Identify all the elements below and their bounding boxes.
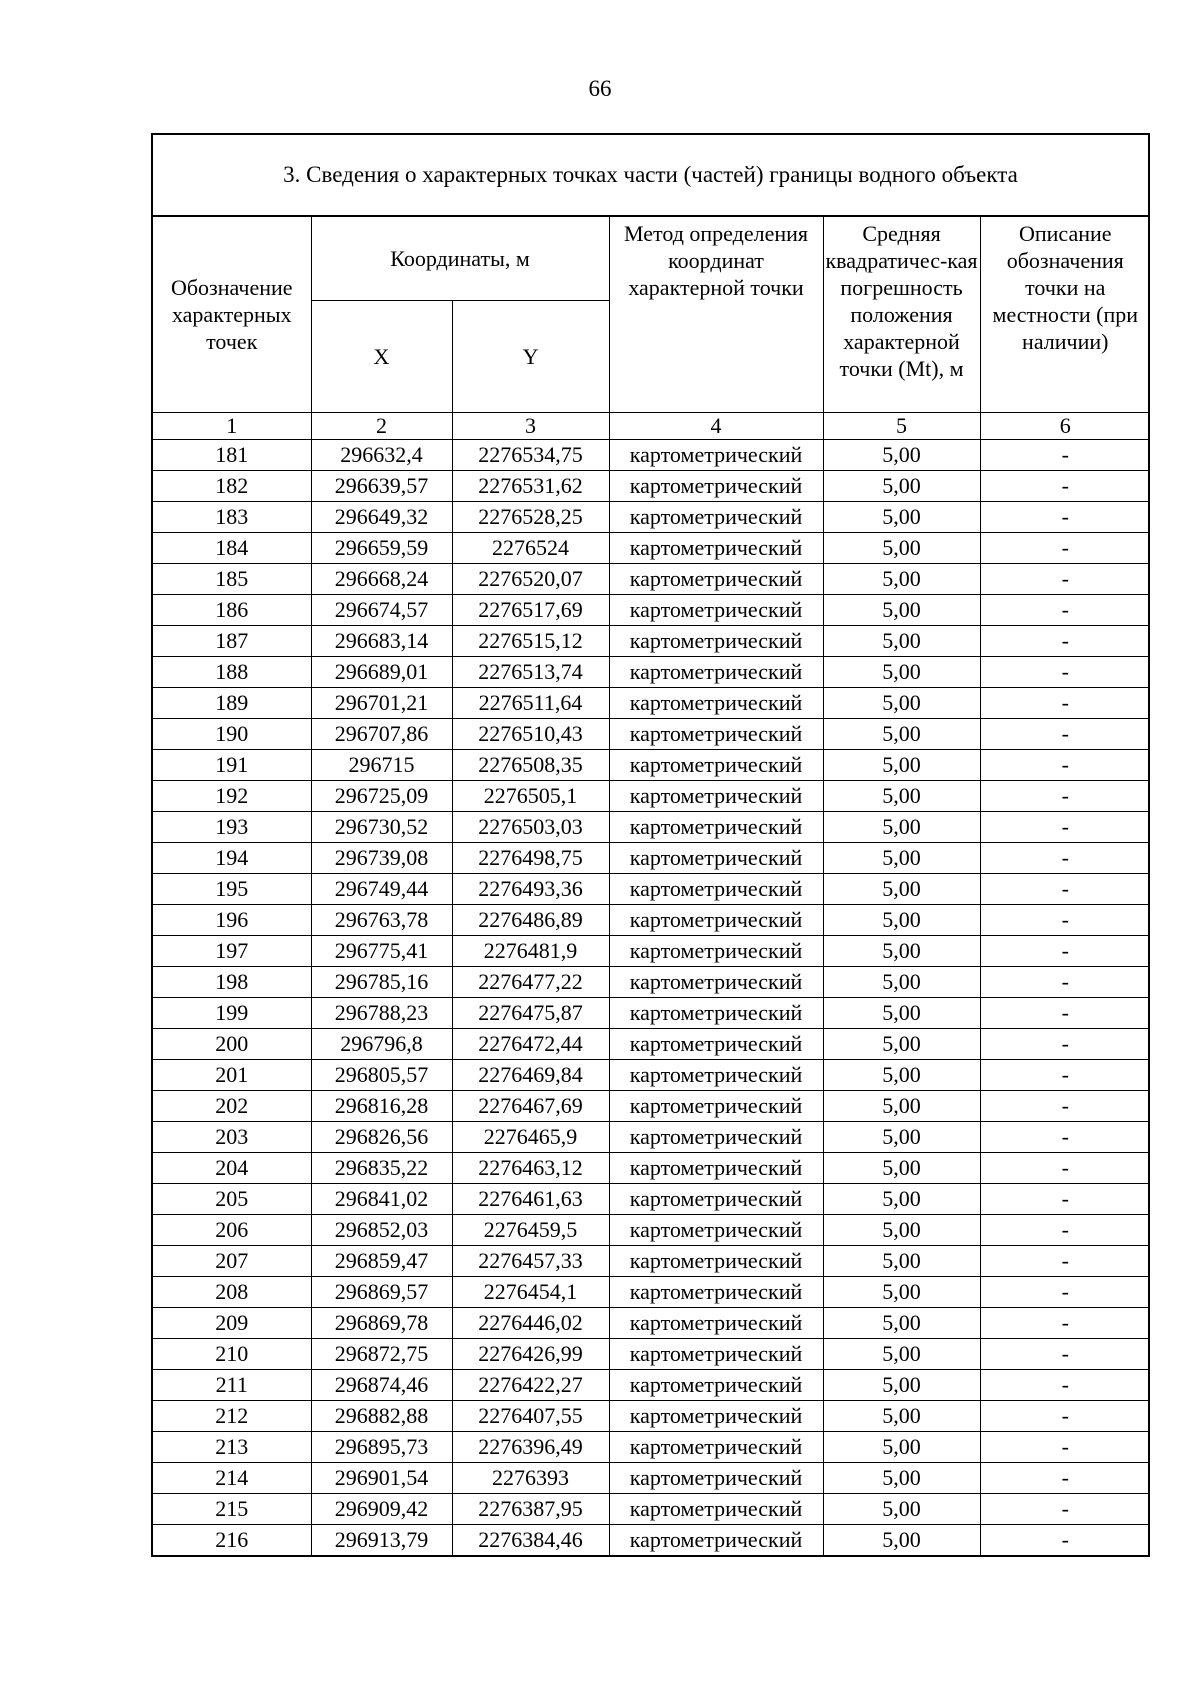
column-number: 2: [311, 412, 452, 439]
column-number: 5: [823, 412, 980, 439]
y-coordinate-cell: 2276515,12: [452, 625, 609, 656]
description-cell: -: [980, 1059, 1150, 1090]
description-cell: -: [980, 749, 1150, 780]
header-error: Средняя квадратичес-кая погрешность положения характерной точки (Mt), м: [823, 217, 980, 412]
y-coordinate-cell: 2276493,36: [452, 873, 609, 904]
method-cell: картометрический: [609, 1338, 823, 1369]
description-cell: -: [980, 873, 1150, 904]
point-id-cell: 194: [153, 842, 311, 873]
method-cell: картометрический: [609, 1307, 823, 1338]
column-number-row: [153, 412, 1150, 439]
method-cell: картометрический: [609, 594, 823, 625]
method-cell: картометрический: [609, 1121, 823, 1152]
point-id-cell: 202: [153, 1090, 311, 1121]
description-cell: -: [980, 1276, 1150, 1307]
y-coordinate-cell: 2276528,25: [452, 501, 609, 532]
y-coordinate-cell: 2276396,49: [452, 1431, 609, 1462]
method-cell: картометрический: [609, 1059, 823, 1090]
x-coordinate-cell: 296901,54: [311, 1462, 452, 1493]
error-cell: 5,00: [823, 1121, 980, 1152]
error-cell: 5,00: [823, 1028, 980, 1059]
x-coordinate-cell: 296869,57: [311, 1276, 452, 1307]
error-cell: 5,00: [823, 811, 980, 842]
y-coordinate-cell: 2276531,62: [452, 470, 609, 501]
description-cell: -: [980, 1028, 1150, 1059]
description-cell: -: [980, 1462, 1150, 1493]
description-cell: -: [980, 904, 1150, 935]
table-row: [153, 1245, 1150, 1276]
table-row: [153, 997, 1150, 1028]
point-id-cell: 184: [153, 532, 311, 563]
point-id-cell: 211: [153, 1369, 311, 1400]
point-id-cell: 212: [153, 1400, 311, 1431]
method-cell: картометрический: [609, 1214, 823, 1245]
point-id-cell: 188: [153, 656, 311, 687]
y-coordinate-cell: 2276454,1: [452, 1276, 609, 1307]
table-row: [153, 656, 1150, 687]
header-point: Обозначение характерных точек: [153, 217, 311, 412]
point-id-cell: 196: [153, 904, 311, 935]
error-cell: 5,00: [823, 780, 980, 811]
x-coordinate-cell: 296639,57: [311, 470, 452, 501]
table-row: [153, 1493, 1150, 1524]
table-row: [153, 501, 1150, 532]
y-coordinate-cell: 2276486,89: [452, 904, 609, 935]
point-id-cell: 209: [153, 1307, 311, 1338]
x-coordinate-cell: 296788,23: [311, 997, 452, 1028]
point-id-cell: 182: [153, 470, 311, 501]
table-row: [153, 904, 1150, 935]
x-coordinate-cell: 296659,59: [311, 532, 452, 563]
table-row: [153, 532, 1150, 563]
point-id-cell: 200: [153, 1028, 311, 1059]
method-cell: картометрический: [609, 811, 823, 842]
table-row: [153, 1524, 1150, 1555]
x-coordinate-cell: 296730,52: [311, 811, 452, 842]
y-coordinate-cell: 2276505,1: [452, 780, 609, 811]
method-cell: картометрический: [609, 1462, 823, 1493]
y-coordinate-cell: 2276446,02: [452, 1307, 609, 1338]
x-coordinate-cell: 296826,56: [311, 1121, 452, 1152]
error-cell: 5,00: [823, 1369, 980, 1400]
error-cell: 5,00: [823, 1276, 980, 1307]
y-coordinate-cell: 2276508,35: [452, 749, 609, 780]
description-cell: -: [980, 1400, 1150, 1431]
column-number: 6: [980, 412, 1150, 439]
point-id-cell: 214: [153, 1462, 311, 1493]
method-cell: картометрический: [609, 718, 823, 749]
error-cell: 5,00: [823, 1400, 980, 1431]
description-cell: -: [980, 1152, 1150, 1183]
error-cell: 5,00: [823, 594, 980, 625]
y-coordinate-cell: 2276469,84: [452, 1059, 609, 1090]
x-coordinate-cell: 296725,09: [311, 780, 452, 811]
table-row: [153, 966, 1150, 997]
description-cell: -: [980, 811, 1150, 842]
x-coordinate-cell: 296895,73: [311, 1431, 452, 1462]
x-coordinate-cell: 296763,78: [311, 904, 452, 935]
y-coordinate-cell: 2276520,07: [452, 563, 609, 594]
header-y: Y: [452, 300, 609, 412]
y-coordinate-cell: 2276534,75: [452, 439, 609, 470]
description-cell: -: [980, 1431, 1150, 1462]
error-cell: 5,00: [823, 1245, 980, 1276]
table-row: [153, 1152, 1150, 1183]
point-id-cell: 199: [153, 997, 311, 1028]
point-id-cell: 191: [153, 749, 311, 780]
table-row: [153, 625, 1150, 656]
point-id-cell: 198: [153, 966, 311, 997]
table-row: [153, 1183, 1150, 1214]
description-cell: -: [980, 501, 1150, 532]
y-coordinate-cell: 2276477,22: [452, 966, 609, 997]
method-cell: картометрический: [609, 1152, 823, 1183]
method-cell: картометрический: [609, 656, 823, 687]
header-method: Метод определения координат характерной точки: [609, 217, 823, 412]
x-coordinate-cell: 296649,32: [311, 501, 452, 532]
point-id-cell: 201: [153, 1059, 311, 1090]
header-coordinates: Координаты, м: [311, 217, 609, 300]
description-cell: -: [980, 1307, 1150, 1338]
table-row: [153, 687, 1150, 718]
description-cell: -: [980, 1183, 1150, 1214]
description-cell: -: [980, 1338, 1150, 1369]
point-id-cell: 205: [153, 1183, 311, 1214]
y-coordinate-cell: 2276472,44: [452, 1028, 609, 1059]
y-coordinate-cell: 2276503,03: [452, 811, 609, 842]
x-coordinate-cell: 296701,21: [311, 687, 452, 718]
method-cell: картометрический: [609, 687, 823, 718]
x-coordinate-cell: 296841,02: [311, 1183, 452, 1214]
description-cell: -: [980, 1524, 1150, 1555]
description-cell: -: [980, 966, 1150, 997]
column-number: 1: [153, 412, 311, 439]
x-coordinate-cell: 296775,41: [311, 935, 452, 966]
table-row: [153, 1028, 1150, 1059]
y-coordinate-cell: 2276481,9: [452, 935, 609, 966]
description-cell: -: [980, 687, 1150, 718]
table-row: [153, 718, 1150, 749]
table-row: [153, 563, 1150, 594]
table-row: [153, 1400, 1150, 1431]
method-cell: картометрический: [609, 470, 823, 501]
error-cell: 5,00: [823, 1307, 980, 1338]
table-row: [153, 1307, 1150, 1338]
method-cell: картометрический: [609, 563, 823, 594]
header-description: Описание обозначения точки на местности (при наличии): [980, 217, 1150, 412]
table-row: [153, 439, 1150, 470]
description-cell: -: [980, 780, 1150, 811]
method-cell: картометрический: [609, 1431, 823, 1462]
error-cell: 5,00: [823, 842, 980, 873]
x-coordinate-cell: 296683,14: [311, 625, 452, 656]
table-row: [153, 1214, 1150, 1245]
point-id-cell: 210: [153, 1338, 311, 1369]
method-cell: картометрический: [609, 501, 823, 532]
table-row: [153, 935, 1150, 966]
x-coordinate-cell: 296674,57: [311, 594, 452, 625]
description-cell: -: [980, 656, 1150, 687]
y-coordinate-cell: 2276461,63: [452, 1183, 609, 1214]
error-cell: 5,00: [823, 749, 980, 780]
point-id-cell: 206: [153, 1214, 311, 1245]
error-cell: 5,00: [823, 563, 980, 594]
method-cell: картометрический: [609, 1524, 823, 1555]
x-coordinate-cell: 296872,75: [311, 1338, 452, 1369]
method-cell: картометрический: [609, 873, 823, 904]
error-cell: 5,00: [823, 1059, 980, 1090]
description-cell: -: [980, 625, 1150, 656]
method-cell: картометрический: [609, 1245, 823, 1276]
y-coordinate-cell: 2276393: [452, 1462, 609, 1493]
table-row: [153, 811, 1150, 842]
description-cell: -: [980, 718, 1150, 749]
x-coordinate-cell: 296909,42: [311, 1493, 452, 1524]
description-cell: -: [980, 1121, 1150, 1152]
point-id-cell: 181: [153, 439, 311, 470]
point-id-cell: 207: [153, 1245, 311, 1276]
method-cell: картометрический: [609, 904, 823, 935]
column-number: 3: [452, 412, 609, 439]
table-row: [153, 780, 1150, 811]
error-cell: 5,00: [823, 687, 980, 718]
x-coordinate-cell: 296668,24: [311, 563, 452, 594]
description-cell: -: [980, 842, 1150, 873]
method-cell: картометрический: [609, 780, 823, 811]
table-row: [153, 470, 1150, 501]
error-cell: 5,00: [823, 935, 980, 966]
y-coordinate-cell: 2276387,95: [452, 1493, 609, 1524]
y-coordinate-cell: 2276467,69: [452, 1090, 609, 1121]
x-coordinate-cell: 296852,03: [311, 1214, 452, 1245]
x-coordinate-cell: 296796,8: [311, 1028, 452, 1059]
point-id-cell: 193: [153, 811, 311, 842]
table-row: [153, 842, 1150, 873]
description-cell: -: [980, 594, 1150, 625]
boundary-points-table: [153, 217, 1150, 1555]
point-id-cell: 195: [153, 873, 311, 904]
y-coordinate-cell: 2276498,75: [452, 842, 609, 873]
error-cell: 5,00: [823, 625, 980, 656]
method-cell: картометрический: [609, 1028, 823, 1059]
y-coordinate-cell: 2276384,46: [452, 1524, 609, 1555]
method-cell: картометрический: [609, 1493, 823, 1524]
point-id-cell: 213: [153, 1431, 311, 1462]
method-cell: картометрический: [609, 625, 823, 656]
error-cell: 5,00: [823, 997, 980, 1028]
y-coordinate-cell: 2276517,69: [452, 594, 609, 625]
error-cell: 5,00: [823, 1493, 980, 1524]
point-id-cell: 190: [153, 718, 311, 749]
table-row: [153, 749, 1150, 780]
error-cell: 5,00: [823, 1338, 980, 1369]
y-coordinate-cell: 2276465,9: [452, 1121, 609, 1152]
point-id-cell: 216: [153, 1524, 311, 1555]
table-row: [153, 1462, 1150, 1493]
y-coordinate-cell: 2276524: [452, 532, 609, 563]
error-cell: 5,00: [823, 1462, 980, 1493]
error-cell: 5,00: [823, 532, 980, 563]
x-coordinate-cell: 296632,4: [311, 439, 452, 470]
table-row: [153, 594, 1150, 625]
y-coordinate-cell: 2276475,87: [452, 997, 609, 1028]
description-cell: -: [980, 935, 1150, 966]
x-coordinate-cell: 296869,78: [311, 1307, 452, 1338]
method-cell: картометрический: [609, 1369, 823, 1400]
point-id-cell: 203: [153, 1121, 311, 1152]
y-coordinate-cell: 2276457,33: [452, 1245, 609, 1276]
x-coordinate-cell: 296913,79: [311, 1524, 452, 1555]
method-cell: картометрический: [609, 935, 823, 966]
table-row: [153, 1121, 1150, 1152]
table-row: [153, 1276, 1150, 1307]
x-coordinate-cell: 296816,28: [311, 1090, 452, 1121]
y-coordinate-cell: 2276459,5: [452, 1214, 609, 1245]
method-cell: картометрический: [609, 532, 823, 563]
table-row: [153, 1090, 1150, 1121]
table-row: [153, 1059, 1150, 1090]
x-coordinate-cell: 296874,46: [311, 1369, 452, 1400]
table-row: [153, 1369, 1150, 1400]
error-cell: 5,00: [823, 1090, 980, 1121]
error-cell: 5,00: [823, 1431, 980, 1462]
table-row: [153, 1338, 1150, 1369]
method-cell: картометрический: [609, 439, 823, 470]
x-coordinate-cell: 296749,44: [311, 873, 452, 904]
x-coordinate-cell: 296689,01: [311, 656, 452, 687]
x-coordinate-cell: 296715: [311, 749, 452, 780]
y-coordinate-cell: 2276422,27: [452, 1369, 609, 1400]
description-cell: -: [980, 439, 1150, 470]
point-id-cell: 215: [153, 1493, 311, 1524]
table-body: [153, 439, 1150, 1555]
error-cell: 5,00: [823, 718, 980, 749]
x-coordinate-cell: 296882,88: [311, 1400, 452, 1431]
error-cell: 5,00: [823, 1183, 980, 1214]
description-cell: -: [980, 1214, 1150, 1245]
method-cell: картометрический: [609, 1090, 823, 1121]
description-cell: -: [980, 997, 1150, 1028]
description-cell: -: [980, 1369, 1150, 1400]
description-cell: -: [980, 1245, 1150, 1276]
error-cell: 5,00: [823, 656, 980, 687]
error-cell: 5,00: [823, 873, 980, 904]
point-id-cell: 208: [153, 1276, 311, 1307]
method-cell: картометрический: [609, 966, 823, 997]
method-cell: картометрический: [609, 997, 823, 1028]
column-number: 4: [609, 412, 823, 439]
page-number: 66: [588, 76, 612, 101]
error-cell: 5,00: [823, 470, 980, 501]
error-cell: 5,00: [823, 1524, 980, 1555]
y-coordinate-cell: 2276407,55: [452, 1400, 609, 1431]
method-cell: картометрический: [609, 749, 823, 780]
error-cell: 5,00: [823, 1152, 980, 1183]
y-coordinate-cell: 2276463,12: [452, 1152, 609, 1183]
x-coordinate-cell: 296785,16: [311, 966, 452, 997]
x-coordinate-cell: 296859,47: [311, 1245, 452, 1276]
table-row: [153, 873, 1150, 904]
section-title: 3. Сведения о характерных точках части (частей) границы водного объекта: [153, 135, 1148, 217]
x-coordinate-cell: 296835,22: [311, 1152, 452, 1183]
error-cell: 5,00: [823, 501, 980, 532]
method-cell: картометрический: [609, 1400, 823, 1431]
error-cell: 5,00: [823, 439, 980, 470]
error-cell: 5,00: [823, 904, 980, 935]
description-cell: -: [980, 1090, 1150, 1121]
error-cell: 5,00: [823, 966, 980, 997]
description-cell: -: [980, 532, 1150, 563]
x-coordinate-cell: 296805,57: [311, 1059, 452, 1090]
table-row: [153, 1431, 1150, 1462]
description-cell: -: [980, 563, 1150, 594]
point-id-cell: 189: [153, 687, 311, 718]
x-coordinate-cell: 296739,08: [311, 842, 452, 873]
description-cell: -: [980, 470, 1150, 501]
point-id-cell: 186: [153, 594, 311, 625]
y-coordinate-cell: 2276513,74: [452, 656, 609, 687]
x-coordinate-cell: 296707,86: [311, 718, 452, 749]
point-id-cell: 204: [153, 1152, 311, 1183]
method-cell: картометрический: [609, 1183, 823, 1214]
y-coordinate-cell: 2276426,99: [452, 1338, 609, 1369]
point-id-cell: 185: [153, 563, 311, 594]
point-id-cell: 192: [153, 780, 311, 811]
method-cell: картометрический: [609, 1276, 823, 1307]
point-id-cell: 187: [153, 625, 311, 656]
method-cell: картометрический: [609, 842, 823, 873]
error-cell: 5,00: [823, 1214, 980, 1245]
point-id-cell: 183: [153, 501, 311, 532]
header-x: X: [311, 300, 452, 412]
point-id-cell: 197: [153, 935, 311, 966]
y-coordinate-cell: 2276511,64: [452, 687, 609, 718]
y-coordinate-cell: 2276510,43: [452, 718, 609, 749]
boundary-points-section: [151, 133, 1150, 1557]
description-cell: -: [980, 1493, 1150, 1524]
